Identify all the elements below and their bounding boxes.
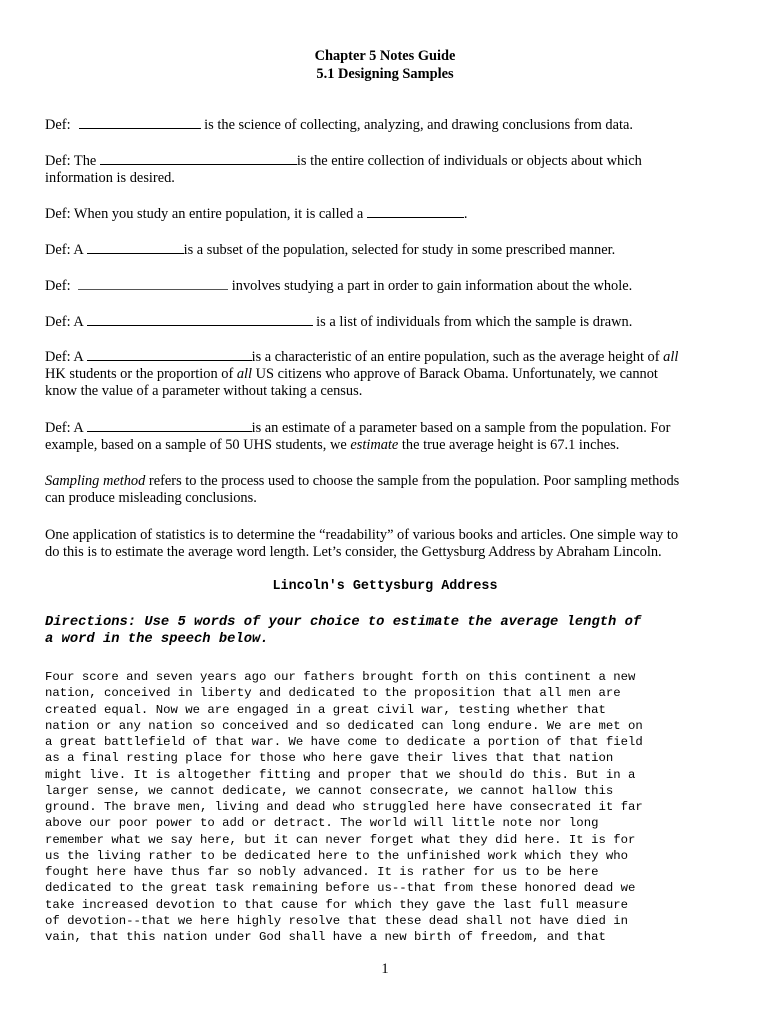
directions: Directions: Use 5 words of your choice to estimate the average length of a word in the speech below. [45, 615, 642, 647]
speech-line: take increased devotion to that cause for which they gave the last full measure [45, 897, 628, 912]
speech-line: Four score and seven years ago our fathers brought forth on this continent a new [45, 670, 636, 684]
speech-line: created equal. Now we are engaged in a great civil war, testing whether that [45, 702, 606, 717]
page-title: Chapter 5 Notes Guide [314, 48, 456, 64]
speech-line: as a final resting place for those who here gave their lives that that nation [45, 751, 614, 766]
application-paragraph: One application of statistics is to determine the “readability” of various books and articles. One simple way to do this is to estimate the average word length. Let’s consider, the Gettysburg Address by Abraham Lincoln. [45, 527, 679, 560]
fill-in-blank[interactable] [367, 205, 464, 218]
speech-line: nation or any nation so conceived and so dedicated can long endure. We are met on [45, 718, 643, 733]
fill-in-blank[interactable] [87, 241, 184, 254]
fill-in-blank[interactable] [87, 313, 313, 326]
section-heading: Lincoln's Gettysburg Address [272, 579, 498, 594]
gettysburg-speech [45, 669, 735, 945]
definition-statistics: Def: is the science of collecting, analyzing, and drawing conclusions from data. [45, 117, 633, 133]
speech-line: might live. It is altogether fitting and proper that we should do this. But in a [45, 767, 636, 782]
page-subtitle: 5.1 Designing Samples [316, 66, 454, 82]
definition-sampling-frame: Def: A is a list of individuals from which the sample is drawn. [45, 314, 633, 330]
fill-in-blank[interactable] [87, 348, 252, 361]
definition-sample: Def: A is a subset of the population, selected for study in some prescribed manner. [45, 242, 616, 258]
speech-line: of devotion--that we here highly resolve that these dead shall not have died in [45, 913, 628, 928]
fill-in-blank[interactable] [100, 152, 297, 165]
speech-line: ground. The brave men, living and dead who struggled here have consecrated it far [45, 800, 643, 814]
speech-line: a great battlefield of that war. We have come to dedicate a portion of that field [45, 735, 643, 749]
sampling-method-paragraph: Sampling method refers to the process used to choose the sample from the population. Poor sampling methods can produce misleading conclusions. [45, 473, 680, 506]
speech-line: dedicated to the great task remaining before us--that from these honored dead we [45, 881, 636, 896]
fill-in-blank[interactable] [78, 277, 228, 290]
fill-in-blank[interactable] [79, 116, 201, 129]
speech-line: remember what we say here, but it can never forget what they did here. It is for [45, 832, 636, 847]
definition-statistic: Def: A is an estimate of a parameter based on a sample from the population. For example, based on a sample of 50 UHS students, we estimate the true average height is 67.1 inches. [45, 420, 671, 453]
speech-line: nation, conceived in liberty and dedicated to the proposition that all men are [45, 686, 621, 701]
speech-line: larger sense, we cannot dedicate, we cannot consecrate, we cannot hallow this [45, 783, 614, 798]
definition-census: Def: When you study an entire population, it is called a . [45, 206, 468, 222]
speech-line: us the living rather to be dedicated here to the unfinished work which they who [45, 848, 628, 863]
speech-line: vain, that this nation under God shall have a new birth of freedom, and that [45, 930, 606, 944]
fill-in-blank[interactable] [87, 419, 252, 432]
definition-parameter: Def: A is a characteristic of an entire population, such as the average height of all HK students or the proportion of all US citizens who approve of Barack Obama. Unfortunately, we cannot know the value of a parameter without taking a census. [45, 349, 679, 399]
page-number: 1 [381, 961, 389, 977]
definition-sampling: Def: involves studying a part in order to gain information about the whole. [45, 278, 633, 294]
speech-line: above our poor power to add or detract. The world will little note nor long [45, 816, 599, 831]
speech-line: fought here have thus far so nobly advanced. It is rather for us to be here [45, 865, 599, 879]
definition-population: Def: The is the entire collection of individuals or objects about which information is desired. [45, 153, 642, 186]
